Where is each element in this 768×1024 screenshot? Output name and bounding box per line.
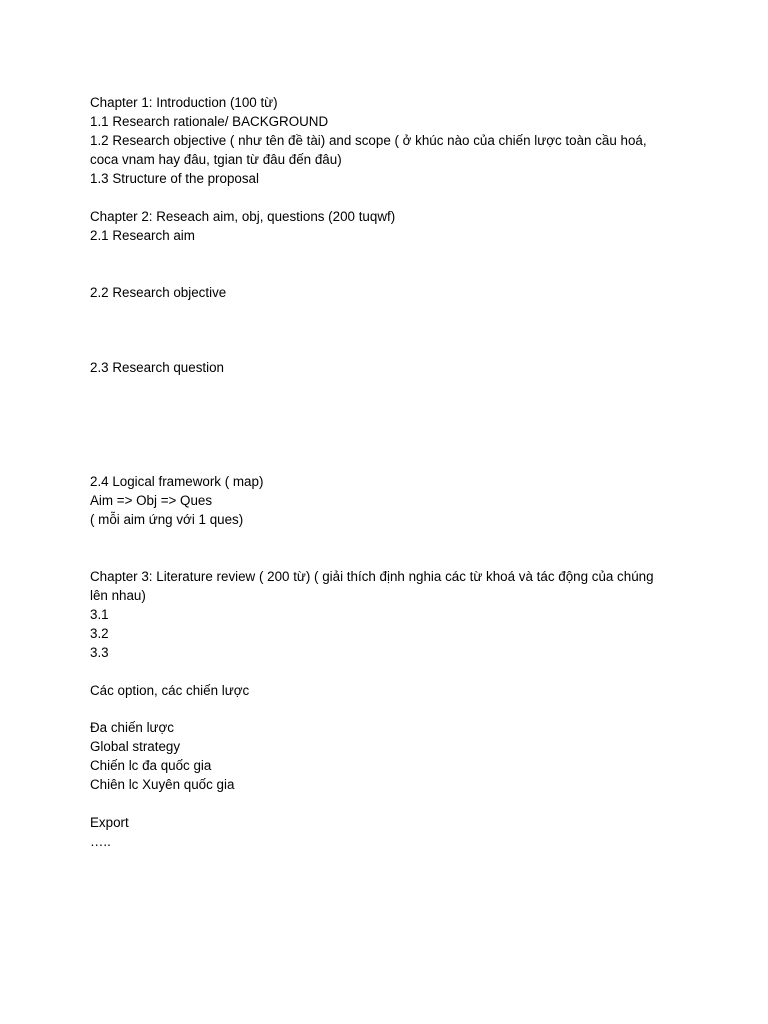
- section-3-1: 3.1: [90, 607, 109, 622]
- option-item: Chiên lc Xuyên quốc gia: [90, 777, 235, 792]
- section-2-3: 2.3 Research question: [90, 360, 224, 375]
- section-1-2-continued: coca vnam hay đâu, tgian từ đâu đến đâu): [90, 152, 342, 167]
- framework-line: Aim => Obj => Ques: [90, 493, 213, 508]
- section-3-3: 3.3: [90, 645, 109, 660]
- option-item: Global strategy: [90, 739, 181, 754]
- section-2-2: 2.2 Research objective: [90, 285, 227, 300]
- chapter-3-heading: Chapter 3: Literature review ( 200 từ) ( giải thích định nghia các từ khoá và tác động của chúng: [90, 569, 654, 584]
- chapter-3-heading-continued: lên nhau): [90, 588, 146, 603]
- section-1-1: 1.1 Research rationale/ BACKGROUND: [90, 114, 329, 129]
- section-2-4: 2.4 Logical framework ( map): [90, 474, 264, 489]
- framework-note: ( mỗi aim ứng với 1 ques): [90, 512, 244, 527]
- chapter-1-heading: Chapter 1: Introduction (100 từ): [90, 95, 278, 110]
- section-1-3: 1.3 Structure of the proposal: [90, 171, 259, 186]
- option-item: Chiến lc đa quốc gia: [90, 758, 212, 773]
- export-line: Export: [90, 815, 129, 830]
- option-item: Đa chiến lược: [90, 720, 174, 735]
- chapter-2-heading: Chapter 2: Reseach aim, obj, questions (200 tuqwf): [90, 209, 396, 224]
- ellipsis-line: …..: [90, 834, 111, 849]
- section-2-1: 2.1 Research aim: [90, 228, 195, 243]
- section-1-2: 1.2 Research objective ( như tên đề tài) and scope ( ở khúc nào của chiến lược toàn cầu hoá,: [90, 133, 647, 148]
- options-heading: Các option, các chiến lược: [90, 683, 250, 698]
- section-3-2: 3.2: [90, 626, 109, 641]
